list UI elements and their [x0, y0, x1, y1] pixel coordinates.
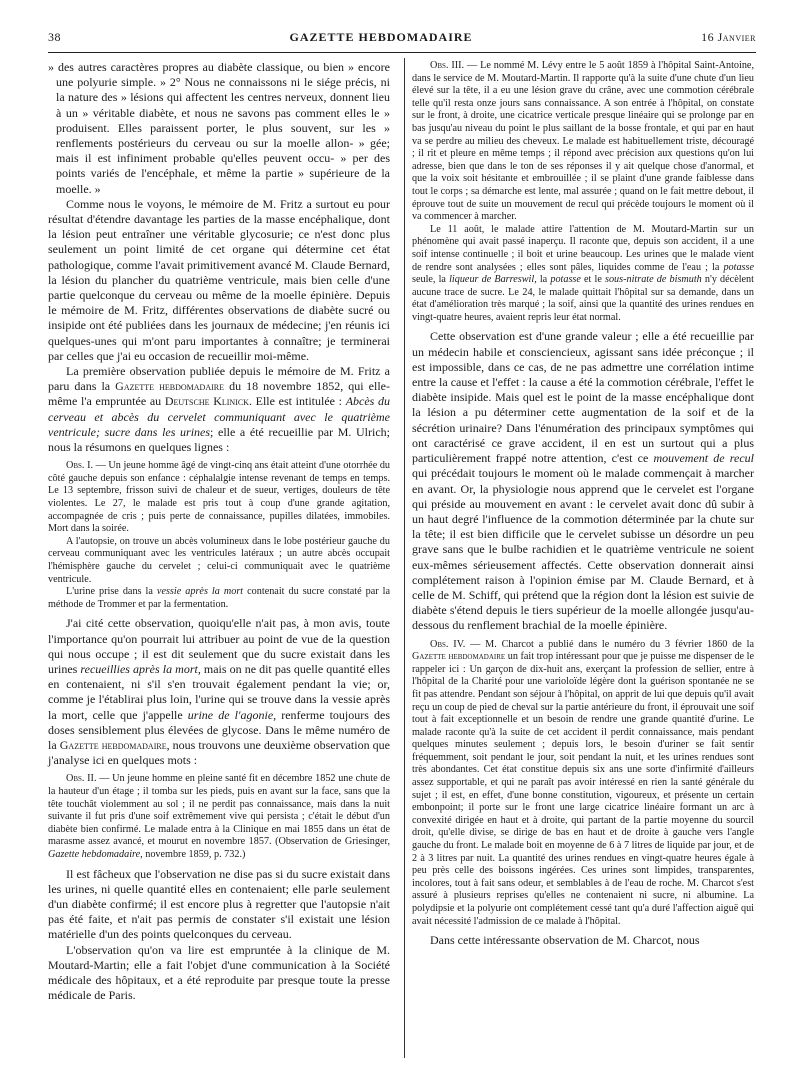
paragraph: L'observation qu'on va lire est empruntée à la clinique de M. Moutard-Martin; elle a fait l'objet d'une communication à la Société médicale des hôpitaux, et a été reproduite par presque toute la presse médicale de Paris. — [48, 942, 390, 1003]
issue-date: 16 Janvier — [701, 30, 756, 44]
running-header — [48, 30, 756, 50]
observation-3-continued: Le 11 août, le malade attire l'attention de M. Moutard-Martin sur un phénomène qui avait passé inaperçu. Il raconte que, depuis son accident, il a une soif intense continuelle ; il boit et urine beaucoup. Les urines que le malade vient de rendre sont analysées ; elles sont pâles, liquides comme de l'eau ; la potasse seule, la liqueur de Barreswil, la potasse et le sous-nitrate de bismuth n'y décèlent aucune trace de sucre. Le 24, le malade quittait l'hôpital sur sa demande, dans un état d'amélioration très marqué ; la soif, ainsi que la quantité des urines rendues en vingt-quatre heures, avaient repris leur état normal. — [412, 223, 754, 323]
paragraph: Dans cette intéressante observation de M. Charcot, nous — [430, 933, 700, 948]
quoted-conclusion: » des autres caractères propres au diabète classique, ou bien » encore une polyurie simple. » 2° Nous ne connaissons ni le siége précis, ni la nature des » lésions qui affectent les centres nerveux, donnent lieu à un » véritable diabète, et nous ne savons pas comment elles le » produisent. Elles paraissent porter, le plus souvent, sur les » renflements postérieurs du cerveau ou sur la moelle allon- » gée; mais il est infiniment probable qu'elles peuvent occu- » per des points variés de l'encéphale, et même la partie » supérieure de la moelle. » — [48, 60, 390, 196]
right-column — [412, 60, 754, 948]
left-column — [48, 60, 390, 1003]
paragraph: J'ai cité cette observation, quoiqu'elle n'ait pas, à mon avis, toute l'importance qu'on pourrait lui attribuer au point de vue de la question qui nous occupe ; il est dit seulement que du sucre existait dans les urines recueillies après la mort, mais on ne dit pas quelle quantité elles en contenaient, ni s'il s'en trouvait également pendant la vie; or, comme je l'établirai plus loin, l'urine qui se trouve dans la vessie après la mort, celle que j'appelle urine de l'agonie, renferme toujours des doses sensiblement plus élevées de glycose. Dans le même numéro de la Gazette hebdomadaire, nous trouvons une deuxième observation que j'analyse ici en quelques mots : — [48, 616, 390, 768]
observation-3: Obs. III. — Le nommé M. Lévy entre le 5 août 1859 à l'hôpital Saint-Antoine, dans le service de M. Moutard-Martin. Il rapporte qu'à la suite d'une chute d'un lieu élevé sur la tête, il a eu une lésion grave du crâne, avec une commotion cérébrale telle qu'il resta onze jours sans connaissance. A son entrée à l'hôpital, on constate sur le front, à droite, une cicatrice verticale presque linéaire qui se prolonge par en bas jusqu'au niveau du point le plus saillant de la bosse frontale, et qui par en haut va se perdre au milieu des cheveux. Le malade est habituellement triste, découragé ; il rit et pleure en même temps ; il répond avec précision aux questions qu'on lui adresse, bien que dans le ton de ses réponses il y ait quelque chose d'anormal, et que la voix soit hésitante et embrouillée ; il se plaint d'une grande faiblesse dans tout le corps ; sa démarche est lente, mal assurée ; quand on le fait mettre debout, il éprouve tout de suite un mouvement de recul qui précède toujours le moment où il va commencer à marcher. — [412, 60, 754, 223]
observation-1-urine: L'urine prise dans la vessie après la mort contenait du sucre constaté par la méthode de Trommer et par la fermentation. — [48, 586, 391, 610]
column-divider — [404, 58, 405, 1058]
paragraph: La première observation publiée depuis le mémoire de M. Fritz a paru dans la Gazette hebdomadaire du 18 novembre 1852, qui elle-même l'a empruntée au Deutsche Klinick. Elle est intitulée : Abcès du cerveau et abcès du cervelet communiquant avec le quatrième ventricule; sucre dans les urines; elle a été recueillie par M. Ulrich; nous la résumons en quelques lignes : — [48, 364, 391, 455]
observation-1: Obs. I. — Un jeune homme âgé de vingt-cinq ans était atteint d'une otorrhée du côté gauche depuis son enfance : céphalalgie intense revenant de temps en temps. Le 13 septembre, frisson suivi de chaleur et de sueur, vertiges, douleurs de tête violentes. Le 27, le malade est pris tout à coup d'une grande agitation, accompagnée de cris ; puis perte de connaissance, pupilles dilatées, immobiles. Mort dans la soirée. — [48, 460, 391, 535]
page-number: 38 — [48, 30, 61, 44]
journal-title: GAZETTE HEBDOMADAIRE — [289, 30, 473, 44]
observation-1-autopsy: A l'autopsie, on trouve un abcès volumineux dans le lobe postérieur gauche du cerveau communiquant avec les ventricules latéraux ; un autre abcès occupait l'hémisphère gauche du cervelet ; celui-ci communiquait avec le quatrième ventricule. — [48, 535, 390, 585]
paragraph: Cette observation est d'une grande valeur ; elle a été recueillie par un médecin habile et consciencieux, agissant sans idée préconçue ; il est impossible, dans ce cas, de ne pas admettre une corrélation intime entre la cause et l'effet : la cause a été la commotion cérébrale, l'effet le diabète insipide. Mais quel est le point de la masse encéphalique dont la lésion a pu déterminer cette augmentation de la soif et de la sécrétion urinaire? Dans l'énumération des principaux symptômes qui ont caractérisé ce grave accident, il en est un surtout qui a plus particulièrement frappé notre attention, c'est ce mouvement de recul qui précédait toujours le moment où le malade commençait à marcher en avant. Or, la physiologie nous apprend que le cervelet est l'organe qui préside au mouvement en avant : le cervelet avait donc dû subir à un haut degré l'influence de la commotion déterminée par la chute sur la tête; il est bien difficile que le cervelet subisse un désordre un peu grave sans que le bulbe rachidien et le quatrième ventricule ne soient eux-mêmes sérieusement affectés. Cette observation donnerait ainsi complétement raison à l'opinion émise par M. Claude Bernard, et à celle de M. Schiff, qui prétend que la région dont la lésion est suivie de diabète s'étend depuis le tiers supérieur de la moelle allongée jusqu'au-dessous du renflement brachial de la moelle épinière. — [412, 329, 755, 633]
paragraph: Il est fâcheux que l'observation ne dise pas si du sucre existait dans les urines, ni quelle quantité elles en contenaient; elle parle seulement d'un diabète confirmé; il est encore plus à regretter que l'autopsie n'ait pas été faite, et n'ait pas permis de constater s'il existait une lésion matérielle d'un des points quelconques du cerveau. — [48, 866, 390, 942]
observation-4: Obs. IV. — M. Charcot a publié dans le numéro du 3 février 1860 de la Gazette hebdomadaire un fait trop intéressant pour que je puisse me dispenser de le rappeler ici : Un garçon de dix-huit ans, exerçant la profession de sellier, entre à l'hôpital de la Charité pour une varioloïde légère dont la guérison spontanée ne se fit pas attendre. Pendant son séjour à l'hôpital, on apprit de lui que depuis qu'il avait reçu un coup de pied de cheval sur la partie antérieure du front, il éprouvait une soif tout à fait exceptionnelle et un besoin de rendre une grande quantité d'urine. Le malade raconte qu'à la suite de cet accident il perdit connaissance, mais pendant quelques minutes seulement ; depuis lors, le besoin d'uriner se fait sentir fréquemment, soit pendant le jour, soit pendant la nuit, et les urines rendues sont très abondantes. Cet état constitue depuis six ans une sorte d'infirmité d'ailleurs assez supportable, et qui ne paraît pas avoir intéressé en rien la santé générale du sujet ; il est, en effet, d'une bonne constitution, vigoureux, et présente un certain embonpoint; il porte sur le front une large cicatrice linéaire formant un arc à convexité dirigée en haut et à droite, qui partant de la partie moyenne du sourcil droit, qu'elle divise, se dirige de bas en haut et de droite à gauche vers l'angle gauche du front. Le malade boit en moyenne de 6 à 7 litres de liquide par jour, et de 2 à 3 litres par nuit. La quantité des urines rendues en vingt-quatre heures égale à peu près celle des boissons ingérées. Ces urines sont limpides, transparentes, incolores, tout à fait sans odeur, et semblables à de l'eau de roche. M. Charcot s'est assuré à plusieurs reprises qu'elles ne contenaient ni sucre, ni albumine. La polydipsie et la polyurie ont complétement cessé tant qu'a duré l'affection aiguë qui avait nécessité l'admission de ce malade à l'hôpital. — [412, 638, 755, 927]
observation-2: Obs. II. — Un jeune homme en pleine santé fit en décembre 1852 une chute de la hauteur d'un étage ; il tomba sur les pieds, puis en avant sur la face, sans que la tête touchât violemment au sol ; il ne perdit pas connaissance, mais dans la nuit suivante il fut pris d'une soif extrêmement vive qui persista ; c'était le début d'un diabète bien confirmé. Le malade entra à la Clinique en mai 1855 dans un état de marasme assez avancé, et mourut en novembre 1857. (Observation de Griesinger, Gazette hebdomadaire, novembre 1859, p. 732.) — [48, 773, 390, 860]
paragraph: Comme nous le voyons, le mémoire de M. Fritz a surtout eu pour résultat d'étendre davantage les parties de la masse encéphalique, dont la lésion peut entraîner une véritable glycosurie; ce n'est donc plus seulement un point limité de cet organe qui détermine cet état pathologique, comme l'avait primitivement avancé M. Claude Bernard, la lésion du plancher du quatrième ventricule, mais bien celle d'une partie quelconque du cerveau ou même de la moelle épinière. Depuis le mémoire de M. Fritz, différentes observations de diabète sucré ou insipide ont été publiées dans les journaux de médecine; j'en réunis ici quelques-unes qui m'ont paru importantes à connaître; je terminerai par celles que j'ai eu occasion de recueillir moi-même. — [48, 196, 390, 363]
header-rule — [48, 52, 756, 53]
